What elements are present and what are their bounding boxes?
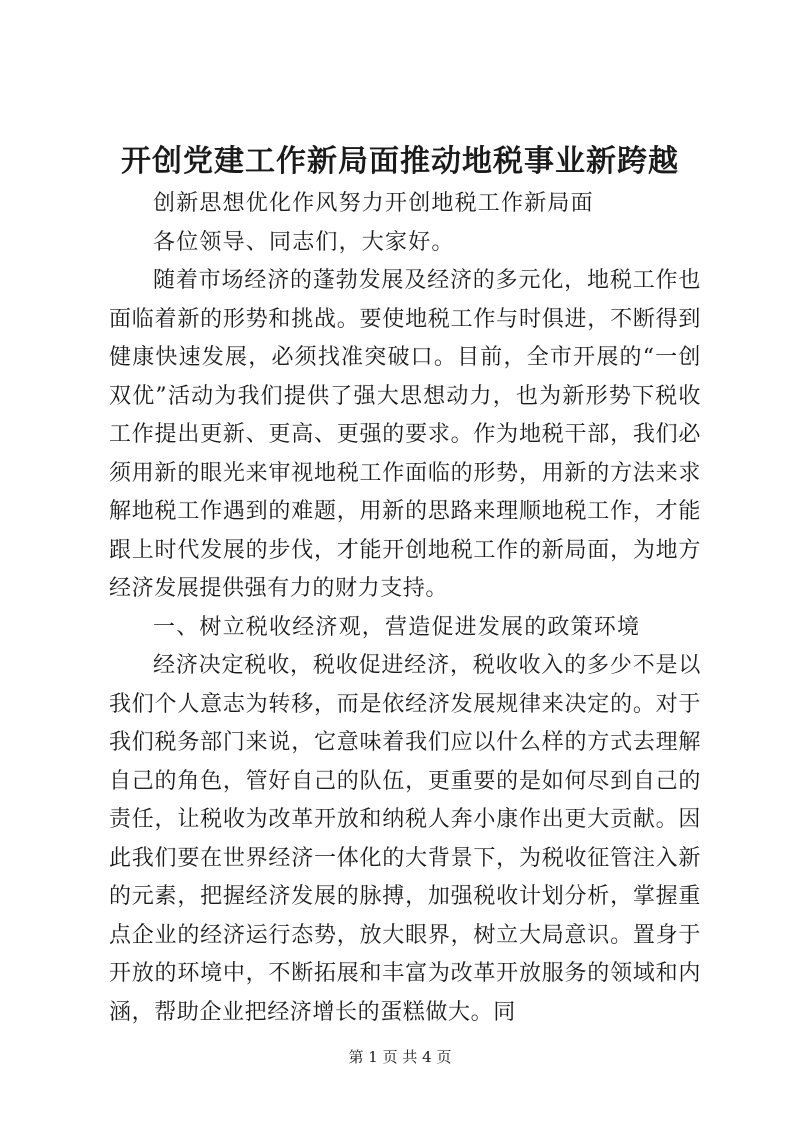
subtitle-paragraph: 创新思想优化作风努力开创地税工作新局面	[153, 191, 594, 216]
section-heading-1: 一、树立税收经济观，营造促进发展的政策环境	[153, 614, 641, 640]
section-1-paragraph: 经济决定税收，税收促进经济，税收收入的多少不是以我们个人意志为转移，而是依经济发展规律来决定的。对于我们税务部门来说，它意味着我们应以什么样的方式去理解自己的角色，管好自己的队伍，更重要的是如何尽到自己的责任，让税收为改革开放和纳税人奔小康作出更大贡献。因此我们要在世界经济一体化的大背景下，为税收征管注入新的元素，把握经济发展的脉搏，加强税收计划分析，掌握重点企业的经济运行态势，放大眼界，树立大局意识。置身于开放的环境中，不断拓展和丰富为改革开放服务的领域和内涵，帮助企业把经济增长的蛋糕做大。同	[109, 653, 701, 1025]
document-body	[109, 185, 701, 1032]
document-title: 开创党建工作新局面推动地税事业新跨越	[121, 144, 679, 179]
greeting-paragraph: 各位领导、同志们，大家好。	[153, 229, 455, 255]
page-footer: 第 1 页 共 4 页	[348, 1048, 452, 1066]
intro-paragraph: 随着市场经济的蓬勃发展及经济的多元化，地税工作也面临着新的形势和挑战。要使地税工作与时俱进，不断得到健康快速发展，必须找准突破口。目前，全市开展的“一创双优”活动为我们提供了强大思想动力，也为新形势下税收工作提出更新、更高、更强的要求。作为地税干部，我们必须用新的眼光来审视地税工作面临的形势，用新的方法来求解地税工作遇到的难题，用新的思路来理顺地税工作，才能跟上时代发展的步伐，才能开创地税工作的新局面，为地方经济发展提供强有力的财力支持。	[109, 268, 701, 601]
